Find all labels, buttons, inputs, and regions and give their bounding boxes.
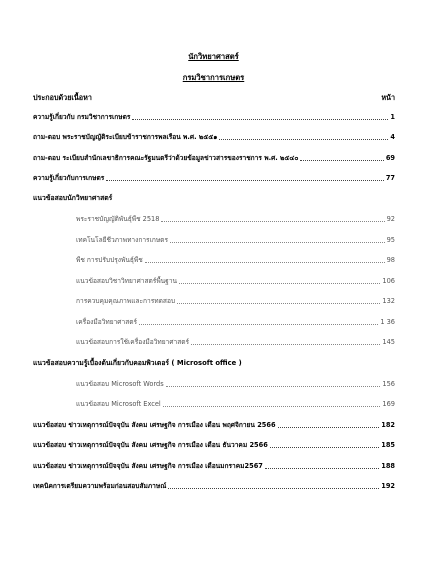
toc-entry-page: 185	[381, 441, 395, 449]
leader-dots	[265, 468, 379, 469]
toc-subentry	[76, 255, 395, 265]
toc-entry-label: ถาม-ตอบ พระราชบัญญัติระเบียบข้าราชการพลเรือน พ.ศ. ๒๕๕๑	[33, 133, 218, 141]
leader-dots	[166, 386, 381, 387]
toc-header	[33, 93, 395, 103]
doc-title: นักวิทยาศาสตร์	[188, 52, 239, 61]
toc-entry-label: พืช การปรับปรุงพันธุ์พืช	[76, 256, 143, 264]
toc-entry-label: เครื่องมือวิทยาศาสตร์	[76, 318, 138, 326]
toc-entry-page: 192	[381, 482, 395, 490]
toc-entry-page: 95	[386, 236, 395, 244]
toc-entry-label: แนวข้อสอบการใช้เครื่องมือวิทยาศาสตร์	[76, 338, 190, 346]
leader-dots	[179, 283, 380, 284]
toc-entry	[33, 132, 395, 142]
doc-subtitle: กรมวิชาการเกษตร	[182, 73, 245, 82]
toc-entry	[33, 440, 395, 450]
page-column-label: หน้า	[381, 93, 395, 102]
toc-entry-label: แนวข้อสอบ ข่าวเหตุการณ์ปัจจุบัน สังคม เศรษฐกิจ การเมือง เดือนมกราคม2567	[33, 462, 263, 470]
leader-dots	[270, 447, 379, 448]
toc-entry-page: 92	[386, 215, 395, 223]
contents-label: ประกอบด้วยเนื้อหา	[33, 93, 92, 102]
toc-entry-page: 69	[385, 154, 395, 162]
leader-dots	[145, 262, 385, 263]
toc-entry-label: แนวข้อสอบวิชาวิทยาศาสตร์พื้นฐาน	[76, 277, 178, 285]
toc-entry-label: การควบคุมคุณภาพและการทดสอบ	[76, 297, 176, 305]
leader-dots	[106, 180, 383, 181]
toc-entry-page: 182	[381, 421, 395, 429]
section-heading: แนวข้อสอบความรู้เบื้องต้นเกี่ยวกับคอมพิวเตอร์ ( Microsoft office )	[33, 359, 242, 367]
toc-subentry	[76, 296, 395, 306]
section-heading: แนวข้อสอบนักวิทยาศาสตร์	[33, 194, 113, 202]
toc-entry-label: เทคโนโลยีชีวภาพทางการเกษตร	[76, 236, 169, 244]
toc-entry-page: 4	[390, 133, 395, 141]
toc-entry-label: พระราชบัญญัติพันธุ์พืช 2518	[76, 215, 160, 223]
toc-entry-label: ความรู้เกี่ยวกับ กรมวิชาการเกษตร	[33, 113, 131, 121]
toc-entry-label: ความรู้เกี่ยวกับการเกษตร	[33, 174, 105, 182]
toc-entry	[33, 420, 395, 430]
toc-entry	[33, 461, 395, 471]
leader-dots	[139, 324, 378, 325]
toc-subentry	[76, 235, 395, 245]
toc-entry-page: 188	[381, 462, 395, 470]
toc-entry-page: 98	[386, 256, 395, 264]
leader-dots	[219, 139, 388, 140]
leader-dots	[163, 406, 381, 407]
toc-entry-label: ถาม-ตอบ ระเบียบสำนักเลขาธิการคณะรัฐมนตรีว่าด้วยข้อมูลข่าวสารของราชการ พ.ศ. ๒๕๔๐	[33, 154, 299, 162]
toc-entry-page: 156	[382, 380, 395, 388]
toc-entry-page: 77	[385, 174, 395, 182]
toc-subentry	[76, 317, 395, 327]
toc-entry-label: แนวข้อสอบ Microsoft Words	[76, 380, 164, 388]
leader-dots	[278, 427, 380, 428]
leader-dots	[170, 242, 385, 243]
leader-dots	[300, 160, 383, 161]
leader-dots	[161, 221, 384, 222]
toc-entry-page: 1	[390, 113, 395, 121]
toc-entry	[33, 112, 395, 122]
toc-entry-label: แนวข้อสอบ ข่าวเหตุการณ์ปัจจุบัน สังคม เศรษฐกิจ การเมือง เดือน พฤศจิกายน 2566	[33, 421, 276, 429]
toc-entry-page: 145	[382, 338, 395, 346]
leader-dots	[168, 488, 379, 489]
leader-dots	[132, 119, 388, 120]
toc-entry-page: 1 36	[380, 318, 395, 326]
toc-subentry	[76, 337, 395, 347]
toc-entry-page: 106	[382, 277, 395, 285]
leader-dots	[177, 303, 380, 304]
toc-subentry	[76, 399, 395, 409]
toc-entry-label: เทคนิคการเตรียมความพร้อมก่อนสอบสัมภาษณ์	[33, 482, 167, 490]
toc-entry-page: 169	[382, 400, 395, 408]
toc-entry	[33, 173, 395, 183]
toc-subentry	[76, 214, 395, 224]
toc-subentry	[76, 276, 395, 286]
leader-dots	[191, 344, 380, 345]
toc-entry-label: แนวข้อสอบ Microsoft Excel	[76, 400, 161, 408]
toc-entry	[33, 153, 395, 163]
toc-entry-label: แนวข้อสอบ ข่าวเหตุการณ์ปัจจุบัน สังคม เศรษฐกิจ การเมือง เดือน ธันวาคม 2566	[33, 441, 268, 449]
toc-entry-page: 132	[382, 297, 395, 305]
toc-entry	[33, 481, 395, 491]
toc-subentry	[76, 379, 395, 389]
